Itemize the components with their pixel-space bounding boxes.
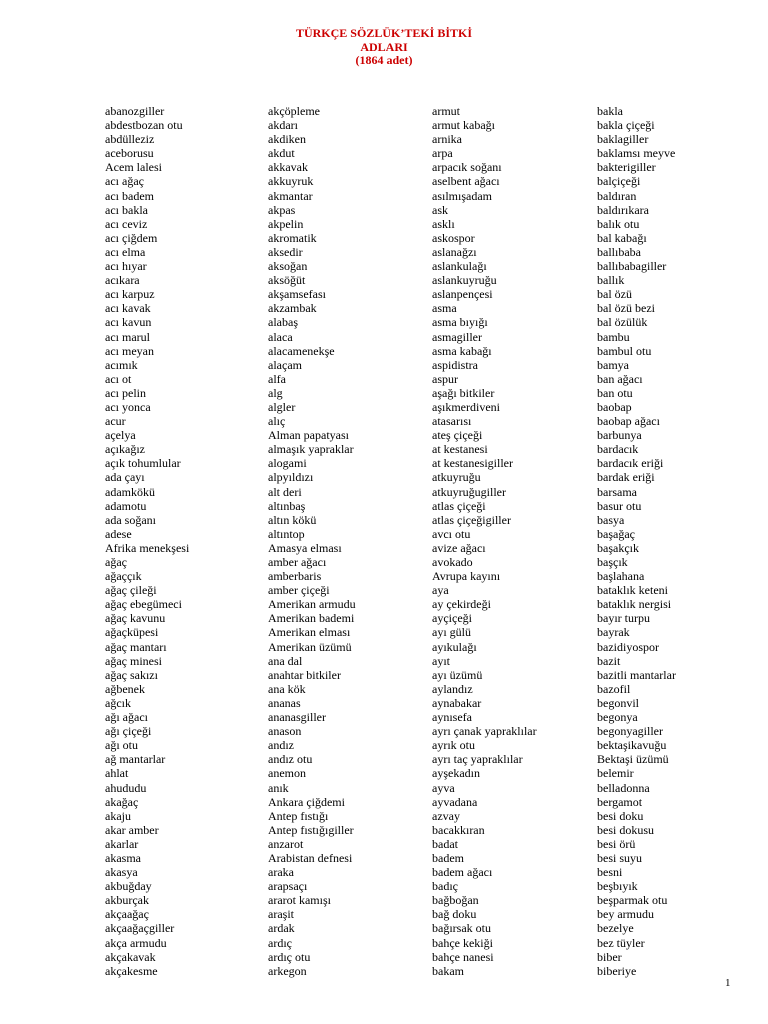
word-entry: abdülleziz: [105, 132, 155, 147]
word-entry: bektaşikavuğu: [597, 738, 667, 753]
word-entry: acıkara: [105, 273, 140, 288]
word-entry: basur otu: [597, 498, 642, 513]
word-entry: bağboğan: [432, 893, 479, 908]
word-entry: ayıt: [432, 653, 450, 668]
word-entry: acı elma: [105, 244, 146, 259]
word-entry: akkuyruk: [268, 174, 314, 189]
word-entry: abdestbozan otu: [105, 118, 183, 133]
word-entry: balık otu: [597, 216, 640, 231]
word-entry: alacamenekşe: [268, 343, 335, 358]
word-entry: akpas: [268, 202, 296, 217]
word-entry: ada soğanı: [105, 512, 156, 527]
word-entry: akçakavak: [105, 949, 156, 964]
word-entry: ağı çiçeği: [105, 724, 152, 739]
word-entry: ayı gülü: [432, 625, 471, 640]
word-entry: bambul otu: [597, 343, 652, 358]
word-entry: aşağı bitkiler: [432, 385, 495, 400]
word-entry: bezelye: [597, 921, 634, 936]
word-entry: başakçık: [597, 540, 639, 555]
word-entry: badat: [432, 836, 458, 851]
word-entry: acı hıyar: [105, 259, 147, 274]
word-entry: Amasya elması: [268, 540, 342, 555]
word-entry: acı çiğdem: [105, 230, 158, 245]
word-entry: ballık: [597, 273, 625, 288]
word-entry: bal özü bezi: [597, 301, 655, 316]
word-entry: aslanağzı: [432, 244, 477, 259]
word-entry: amberbaris: [268, 569, 322, 584]
word-entry: baklamsı meyve: [597, 146, 676, 161]
word-entry: ağ mantarlar: [105, 752, 166, 767]
word-entry: ayrık otu: [432, 738, 475, 753]
word-entry: akzambak: [268, 301, 317, 316]
word-entry: acı kavak: [105, 301, 151, 316]
word-entry: ardıç: [268, 935, 292, 950]
word-entry: ana kök: [268, 681, 306, 696]
word-column-4: [597, 104, 676, 978]
word-entry: badem: [432, 850, 464, 865]
word-entry: besi doku: [597, 808, 644, 823]
word-entry: aslankulağı: [432, 259, 487, 274]
word-entry: Amerikan elması: [268, 625, 351, 640]
word-entry: bez tüyler: [597, 935, 645, 950]
word-entry: akasma: [105, 850, 141, 865]
word-entry: ay çekirdeği: [432, 597, 491, 612]
word-entry: bakam: [432, 963, 464, 978]
word-entry: acı ot: [105, 371, 132, 386]
word-entry: bağ doku: [432, 907, 477, 922]
word-entry: bazitli mantarlar: [597, 667, 676, 682]
word-entry: ask: [432, 202, 448, 217]
word-entry: akburçak: [105, 893, 149, 908]
word-entry: aşıkmerdiveni: [432, 399, 500, 414]
word-entry: acı pelin: [105, 385, 146, 400]
word-entry: ayva: [432, 780, 455, 795]
word-entry: atlas çiçeği: [432, 498, 486, 513]
word-entry: ağcık: [105, 695, 131, 710]
word-entry: akarlar: [105, 836, 139, 851]
word-entry: baobap: [597, 399, 632, 414]
word-entry: başçık: [597, 555, 628, 569]
word-entry: ağı ağacı: [105, 710, 148, 725]
word-entry: bahçe nanesi: [432, 949, 494, 964]
word-entry: bakla çiçeği: [597, 118, 655, 133]
word-entry: aynabakar: [432, 695, 482, 710]
document-title: TÜRKÇE SÖZLÜK’TEKİ BİTKİ: [295, 26, 473, 40]
word-entry: ağaç çileği: [105, 583, 157, 598]
word-entry: biberiye: [597, 963, 637, 978]
word-entry: ayvadana: [432, 794, 478, 809]
word-entry: bardacık eriği: [597, 456, 664, 471]
word-entry: barbunya: [597, 428, 642, 443]
word-entry: beşparmak otu: [597, 893, 668, 908]
word-entry: bazofil: [597, 681, 631, 696]
word-entry: ağaç ebegümeci: [105, 597, 182, 612]
word-entry: ağaççık: [105, 569, 142, 584]
word-entry: aslanpençesi: [432, 287, 493, 302]
word-entry: acı marul: [105, 329, 150, 344]
word-entry: akşamsefası: [268, 287, 326, 302]
word-entry: ayı üzümü: [432, 667, 483, 682]
word-entry: bambu: [597, 329, 630, 344]
word-entry: bey armudu: [597, 907, 654, 922]
word-entry: alıç: [268, 414, 286, 429]
word-entry: akdiken: [268, 132, 306, 147]
word-entry: ağı otu: [105, 738, 138, 753]
word-entry: aksedir: [268, 244, 303, 259]
word-entry: bazidiyospor: [597, 639, 659, 654]
word-entry: bakterigiller: [597, 160, 656, 175]
word-entry: alpyıldızı: [268, 470, 314, 485]
word-entry: aselbent ağacı: [432, 174, 500, 189]
word-entry: arnika: [432, 132, 462, 147]
word-entry: bacakkıran: [432, 822, 485, 837]
word-entry: ayrı taç yapraklılar: [432, 752, 523, 767]
word-entry: badem ağacı: [432, 865, 493, 880]
word-entry: asma: [432, 301, 457, 316]
word-entry: bardak eriği: [597, 470, 655, 485]
word-entry: azvay: [432, 808, 460, 823]
word-entry: abanozgiller: [105, 104, 165, 118]
word-entry: akpelin: [268, 216, 304, 231]
word-entry: bakla: [597, 104, 623, 118]
word-entry: acı bakla: [105, 202, 148, 217]
word-entry: arpa: [432, 146, 453, 161]
word-entry: ağaç sakızı: [105, 667, 158, 682]
word-entry: Amerikan armudu: [268, 597, 356, 612]
word-entry: açıkağız: [105, 442, 145, 457]
word-entry: anzarot: [268, 836, 304, 851]
word-entry: baobap ağacı: [597, 414, 660, 429]
word-entry: ardak: [268, 921, 295, 936]
word-entry: atkuyruğu: [432, 470, 481, 485]
word-column-1: [105, 104, 189, 978]
word-entry: ağaç: [105, 555, 127, 569]
word-entry: akça armudu: [105, 935, 167, 950]
word-entry: asma bıyığı: [432, 315, 488, 330]
word-entry: akdarı: [268, 118, 298, 133]
word-entry: baldıran: [597, 188, 637, 203]
word-entry: ada çayı: [105, 470, 145, 485]
word-entry: andız otu: [268, 752, 313, 767]
word-entry: ağaç mantarı: [105, 639, 167, 654]
word-entry: altın kökü: [268, 512, 317, 527]
word-entry: balçiçeği: [597, 174, 641, 189]
word-entry: aksöğüt: [268, 273, 306, 288]
word-entry: ateş çiçeği: [432, 428, 483, 443]
word-entry: bataklık keteni: [597, 583, 668, 598]
word-entry: alfa: [268, 371, 286, 386]
word-entry: aya: [432, 583, 449, 598]
word-entry: bal özü: [597, 287, 632, 302]
word-entry: bayır turpu: [597, 611, 650, 626]
word-entry: begonyagiller: [597, 724, 663, 739]
word-entry: ahududu: [105, 780, 147, 795]
word-entry: aceborusu: [105, 146, 154, 161]
word-entry: Bektaşi üzümü: [597, 752, 669, 767]
word-entry: acı badem: [105, 188, 154, 203]
word-entry: besni: [597, 865, 623, 880]
word-entry: bahçe kekiği: [432, 935, 493, 950]
word-entry: arpacık soğanı: [432, 160, 502, 175]
entry-count: (1864 adet): [355, 53, 413, 67]
word-entry: acı meyan: [105, 343, 154, 358]
word-entry: baklagiller: [597, 132, 649, 147]
word-entry: begonvil: [597, 695, 639, 710]
word-entry: akasya: [105, 865, 138, 880]
word-list: [0, 104, 768, 984]
word-entry: adese: [105, 526, 132, 541]
word-entry: bataklık nergisi: [597, 597, 672, 612]
word-entry: ağbenek: [105, 681, 145, 696]
word-entry: acı yonca: [105, 399, 151, 414]
word-entry: akaju: [105, 808, 131, 823]
word-entry: açık tohumlular: [105, 456, 181, 471]
document-subtitle: ADLARI: [360, 39, 408, 54]
word-entry: aylandız: [432, 681, 473, 696]
word-entry: beşbıyık: [597, 879, 638, 894]
word-entry: akkavak: [268, 160, 308, 175]
word-entry: bayrak: [597, 625, 630, 640]
word-entry: akçakesme: [105, 963, 158, 978]
word-entry: avize ağacı: [432, 540, 486, 555]
word-entry: avokado: [432, 555, 473, 569]
word-entry: anık: [268, 780, 289, 795]
word-entry: akromatik: [268, 230, 317, 245]
word-entry: acı kavun: [105, 315, 152, 330]
word-entry: armut kabağı: [432, 118, 495, 133]
word-entry: askospor: [432, 230, 475, 245]
word-entry: altıntop: [268, 526, 305, 541]
word-entry: besi suyu: [597, 850, 642, 865]
word-entry: Alman papatyası: [268, 428, 349, 443]
word-entry: Antep fıstığıgiller: [268, 822, 354, 837]
word-entry: at kestanesi: [432, 442, 488, 457]
word-entry: bağırsak otu: [432, 921, 491, 936]
word-entry: açelya: [105, 428, 136, 443]
word-entry: arapsaçı: [268, 879, 308, 894]
word-entry: ban otu: [597, 385, 633, 400]
word-entry: aspur: [432, 371, 458, 386]
word-entry: bal kabağı: [597, 230, 647, 245]
word-entry: algler: [268, 399, 296, 414]
word-entry: avcı otu: [432, 526, 471, 541]
word-entry: ayşekadın: [432, 766, 480, 781]
word-entry: at kestanesigiller: [432, 456, 513, 471]
word-entry: baldırıkara: [597, 202, 649, 217]
word-entry: barsama: [597, 484, 637, 499]
page-number: 1: [725, 977, 731, 989]
word-entry: bal özülük: [597, 315, 648, 330]
word-entry: akağaç: [105, 794, 139, 809]
word-entry: Afrika menekşesi: [105, 540, 190, 555]
word-entry: aksoğan: [268, 259, 308, 274]
word-entry: alg: [268, 385, 283, 400]
word-entry: asklı: [432, 216, 455, 231]
word-entry: anemon: [268, 766, 306, 781]
word-entry: alaca: [268, 329, 293, 344]
word-entry: ban ağacı: [597, 371, 643, 386]
word-entry: bergamot: [597, 794, 643, 809]
word-entry: başlahana: [597, 569, 645, 584]
word-column-2: [268, 104, 356, 978]
word-entry: arkegon: [268, 963, 307, 978]
document-header: [0, 27, 768, 68]
word-entry: ballıbabagiller: [597, 259, 667, 274]
word-entry: akçaağaç: [105, 907, 149, 922]
word-entry: asmagiller: [432, 329, 482, 344]
word-entry: araşit: [268, 907, 294, 922]
word-entry: bazit: [597, 653, 621, 668]
word-entry: ayçiçeği: [432, 611, 472, 626]
word-column-3: [432, 104, 537, 978]
word-entry: ananasgiller: [268, 710, 326, 725]
word-entry: acı ceviz: [105, 216, 148, 231]
word-entry: acur: [105, 414, 126, 429]
word-entry: Ankara çiğdemi: [268, 794, 345, 809]
word-entry: ahlat: [105, 766, 129, 781]
word-entry: Antep fıstığı: [268, 808, 329, 823]
word-entry: Avrupa kayını: [432, 569, 501, 584]
word-entry: amber ağacı: [268, 555, 327, 569]
word-entry: ardıç otu: [268, 949, 311, 964]
word-entry: bamya: [597, 357, 629, 372]
word-entry: akbuğday: [105, 879, 152, 894]
word-entry: asılmışadam: [432, 188, 492, 203]
word-entry: belladonna: [597, 780, 650, 795]
word-entry: biber: [597, 949, 622, 964]
word-entry: ana dal: [268, 653, 303, 668]
word-entry: başağaç: [597, 526, 635, 541]
word-entry: ağaç minesi: [105, 653, 162, 668]
word-entry: besi örü: [597, 836, 636, 851]
word-entry: anahtar bitkiler: [268, 667, 341, 682]
word-entry: ananas: [268, 695, 301, 710]
word-entry: ayıkulağı: [432, 639, 477, 654]
word-entry: aynısefa: [432, 710, 472, 725]
word-entry: acımık: [105, 357, 138, 372]
word-entry: ağaçküpesi: [105, 625, 159, 640]
word-entry: Amerikan üzümü: [268, 639, 352, 654]
word-entry: acı karpuz: [105, 287, 155, 302]
word-entry: alogami: [268, 456, 307, 471]
word-entry: akçaağaçgiller: [105, 921, 175, 936]
word-entry: aslankuyruğu: [432, 273, 497, 288]
word-entry: akmantar: [268, 188, 313, 203]
word-entry: altınbaş: [268, 498, 306, 513]
word-entry: begonya: [597, 710, 638, 725]
word-entry: adamotu: [105, 498, 147, 513]
word-entry: akar amber: [105, 822, 159, 837]
word-entry: atasarısı: [432, 414, 472, 429]
word-entry: ayrı çanak yapraklılar: [432, 724, 537, 739]
word-entry: alt deri: [268, 484, 302, 499]
word-entry: andız: [268, 738, 294, 753]
word-entry: asma kabağı: [432, 343, 492, 358]
word-entry: belemir: [597, 766, 634, 781]
word-entry: atkuyruğugiller: [432, 484, 506, 499]
word-entry: araka: [268, 865, 294, 880]
word-entry: akdut: [268, 146, 295, 161]
word-entry: ararot kamışı: [268, 893, 331, 908]
word-entry: alaçam: [268, 357, 302, 372]
word-entry: atlas çiçeğigiller: [432, 512, 511, 527]
word-entry: amber çiçeği: [268, 583, 330, 598]
word-entry: Acem lalesi: [105, 160, 162, 175]
word-entry: ballıbaba: [597, 244, 641, 259]
word-entry: acı ağaç: [105, 174, 144, 189]
word-entry: alabaş: [268, 315, 298, 330]
word-entry: almaşık yapraklar: [268, 442, 354, 457]
word-entry: anason: [268, 724, 302, 739]
word-entry: akçöpleme: [268, 104, 320, 118]
word-entry: Amerikan bademi: [268, 611, 355, 626]
word-entry: badıç: [432, 879, 458, 894]
word-entry: basya: [597, 512, 625, 527]
word-entry: adamkökü: [105, 484, 155, 499]
word-entry: Arabistan defnesi: [268, 850, 353, 865]
word-entry: ağaç kavunu: [105, 611, 166, 626]
word-entry: bardacık: [597, 442, 639, 457]
word-entry: armut: [432, 104, 460, 118]
word-entry: aspidistra: [432, 357, 478, 372]
word-entry: besi dokusu: [597, 822, 654, 837]
